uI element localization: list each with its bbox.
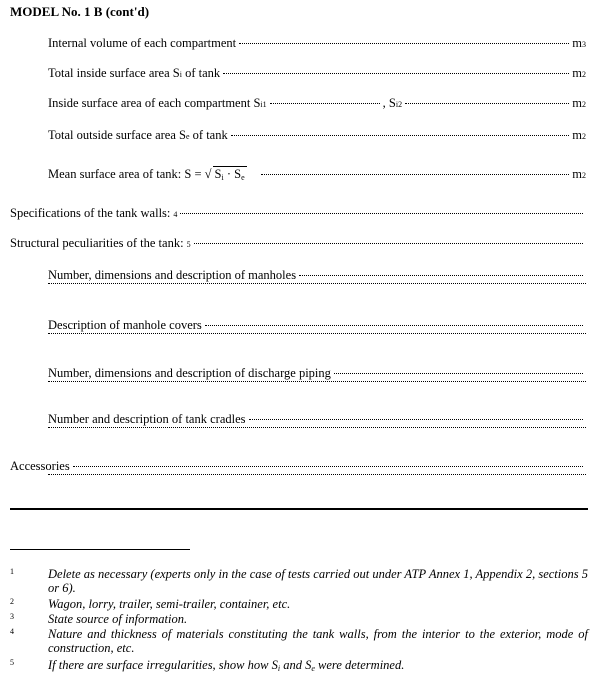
dotted-leader <box>261 174 570 175</box>
field-structural-peculiarities[interactable]: Structural peculiarities of the tank: 5 <box>10 236 586 251</box>
section-divider <box>10 508 588 510</box>
field-covers-line2[interactable] <box>48 336 586 337</box>
field-internal-volume[interactable]: Internal volume of each compartment m 3 <box>48 36 586 50</box>
sqrt-symbol: √ <box>204 167 212 181</box>
field-tank-walls[interactable]: Specifications of the tank walls: 4 <box>10 206 586 221</box>
dotted-leader <box>180 213 583 214</box>
footnote-2: 2 Wagon, lorry, trailer, semi-trailer, container, etc. <box>10 597 291 611</box>
field-total-outside-area[interactable]: Total outside surface area S e of tank m 2 <box>48 128 586 142</box>
field-manhole-covers[interactable]: Description of manhole covers <box>48 318 586 333</box>
field-tank-cradles[interactable]: Number and description of tank cradles <box>48 412 586 427</box>
dotted-leader <box>223 73 569 74</box>
field-compartment-inside-area[interactable]: Inside surface area of each compartment S i1 , S i2 m 2 <box>48 96 586 110</box>
dotted-leader <box>205 325 583 326</box>
field-manholes[interactable]: Number, dimensions and description of manholes <box>48 268 586 283</box>
field-manholes-line2[interactable] <box>48 286 586 287</box>
field-accessories[interactable]: Accessories <box>10 459 586 474</box>
page-title: MODEL No. 1 B (cont'd) <box>10 4 150 19</box>
dotted-leader <box>231 135 570 136</box>
dotted-leader <box>73 466 583 467</box>
field-mean-surface-area[interactable]: Mean surface area of tank: S = √ $S_i \cdot S_e$ m 2 <box>48 167 586 182</box>
footnote-3: 3 State source of information. <box>10 612 188 626</box>
field-discharge-line2[interactable] <box>48 384 586 385</box>
dotted-leader <box>299 275 583 276</box>
dotted-leader <box>194 243 583 244</box>
dotted-leader <box>270 103 380 104</box>
field-total-inside-area[interactable]: Total inside surface area S i of tank m 2 <box>48 66 586 80</box>
footnote-1: 1 Delete as necessary (experts only in the case of tests carried out under ATP Annex 1, Appendix 2, sections 5 or 6). <box>10 567 588 595</box>
footnote-4: 4 Nature and thickness of materials constituting the tank walls, from the interior to the exterior, mode of construction, etc. <box>10 627 588 655</box>
dotted-leader <box>405 103 569 104</box>
dotted-leader <box>239 43 569 44</box>
footnote-separator <box>10 549 190 550</box>
dotted-leader <box>334 373 583 374</box>
field-discharge-piping[interactable]: Number, dimensions and description of discharge piping <box>48 366 586 381</box>
sqrt-expression: $S_i \cdot S_e$ <box>214 167 245 182</box>
field-cradles-line2[interactable] <box>48 430 586 431</box>
dotted-leader <box>249 419 583 420</box>
field-accessories-line2[interactable] <box>48 477 586 478</box>
footnote-5: 5 If there are surface irregularities, show how $S_i$ and $S_e$ were determined. <box>10 658 405 673</box>
